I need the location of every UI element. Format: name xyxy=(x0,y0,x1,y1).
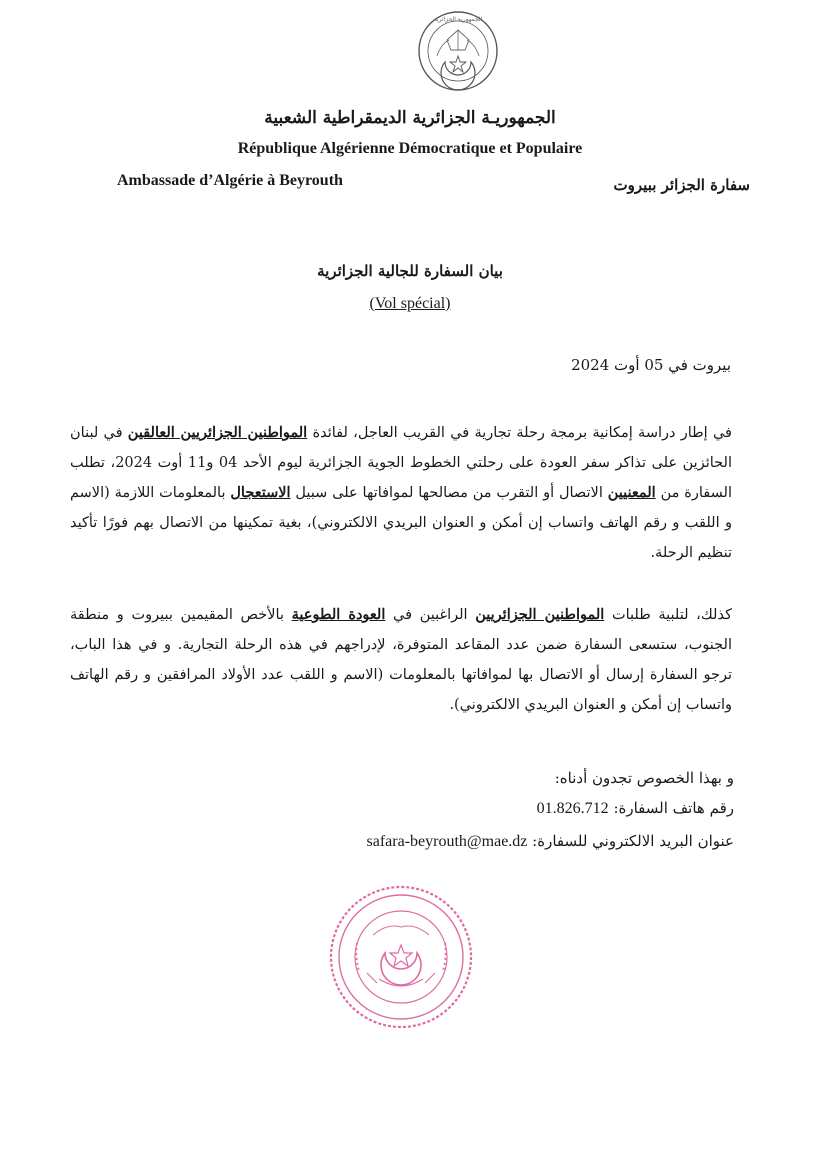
national-emblem xyxy=(417,10,499,92)
p1-text-1: في إطار دراسة إمكانية برمجة رحلة تجارية في القريب العاجل، لفائدة xyxy=(307,425,732,441)
p1-text-4: بالمعلومات اللازمة (الاسم و اللقب و رقم الهاتف واتساب إن أمكن و العنوان البريدي الالكتروني)، بغية تمكينها من الاتصال بهم فورًا تأكيد تنظيم الرحلة. xyxy=(70,485,732,561)
p2-text-2: الراغبين في xyxy=(385,607,476,623)
statement-subtitle-text: (Vol spécial) xyxy=(369,295,451,312)
statement-subtitle xyxy=(260,295,560,313)
embassy-stamp xyxy=(327,883,475,1031)
p1-text-2: في لبنان الحائزين على تذاكر سفر العودة على رحلتي الخطوط الجوية الجزائرية ليوم الأحد 04 و11 أوت 2024، تطلب السفارة من xyxy=(70,425,732,501)
statement-title: بيان السفارة للجالية الجزائرية xyxy=(317,262,503,280)
paragraph-voluntary-return xyxy=(70,600,732,720)
emblem-lettering: الجمهورية الجزائرية xyxy=(433,16,483,23)
stamp-seal-icon xyxy=(327,883,475,1031)
p1-text-3: الاتصال أو التقرب من مصالحها لموافاتها على سبيل xyxy=(290,485,608,501)
embassy-name-french: Ambassade d’Algérie à Beyrouth xyxy=(117,172,343,189)
phone-value: 01.826.712 xyxy=(536,800,609,817)
contact-phone xyxy=(537,799,734,818)
email-label: عنوان البريد الالكتروني للسفارة: xyxy=(527,832,734,850)
embassy-name-arabic: سفارة الجزائر ببيروت xyxy=(613,176,750,194)
phone-label: رقم هاتف السفارة: xyxy=(608,799,734,817)
p2-bold-1: المواطنين الجزائريين xyxy=(475,606,605,623)
republic-title-arabic: الجمهوريـة الجزائرية الديمقراطية الشعبية xyxy=(264,108,556,128)
p1-bold-3: الاستعجال xyxy=(230,484,291,501)
p1-bold-1: المواطنين الجزائريين العالقين xyxy=(127,424,308,441)
contact-email xyxy=(367,832,734,851)
emblem-seal-icon xyxy=(417,10,499,92)
email-value: safara-beyrouth@mae.dz xyxy=(366,833,528,850)
p2-text-3: بالأخص المقيمين ببيروت و منطقة الجنوب، ستسعى السفارة ضمن عدد المقاعد المتوفرة، لإدراجهم في هذه الرحلة التجارية. و في هذا الباب، ترجو السفارة إرسال أو الاتصال بها لموافاتها بالمعلومات (الاسم و اللقب عدد الأولاد المرافقين و رقم الهاتف واتساب إن أمكن و العنوان البريدي الالكتروني). xyxy=(70,607,732,713)
contacts-intro: و بهذا الخصوص تجدون أدناه: xyxy=(554,769,734,787)
p1-bold-2: المعنيين xyxy=(607,484,656,501)
p2-text-1: كذلك، لتلبية طلبات xyxy=(604,607,732,623)
republic-title-french: République Algérienne Démocratique et Populaire xyxy=(237,140,583,157)
date-line: بيروت في 05 أوت 2024 xyxy=(571,356,731,374)
p2-bold-2: العودة الطوعية xyxy=(291,606,386,623)
paragraph-stranded-citizens xyxy=(70,418,732,568)
